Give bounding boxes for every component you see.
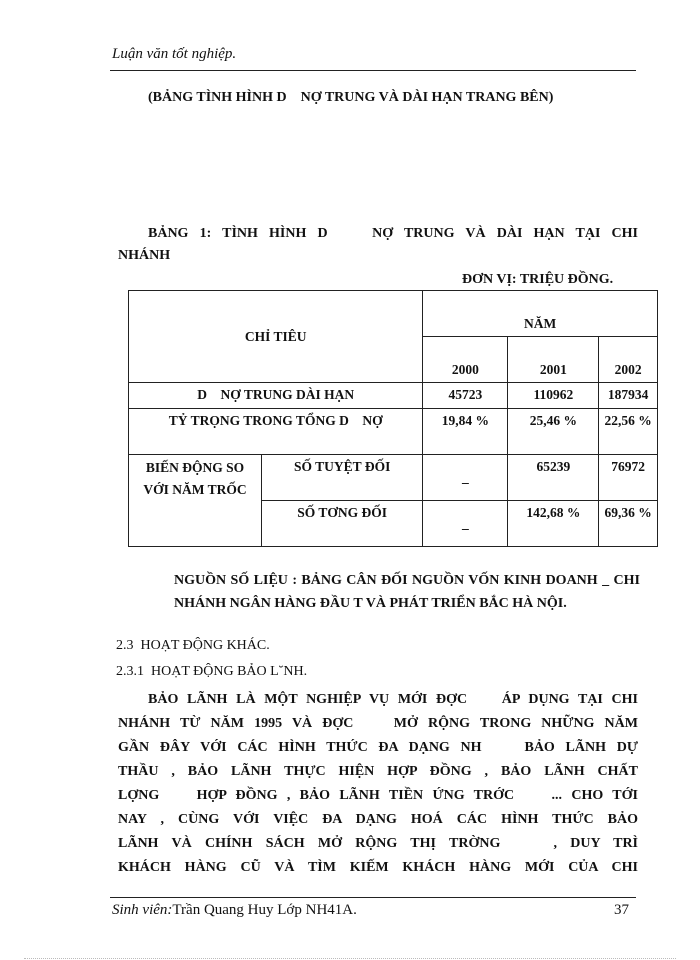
section-2-3-title: HOẠT ĐỘNG KHÁC. <box>140 638 270 653</box>
table-title-line1: BẢNG 1: TÌNH HÌNH D NỢ TRUNG VÀ DÀI HẠN TẠI CHI <box>148 226 638 241</box>
rel-2000: _ <box>423 501 508 547</box>
header-year: NĂM <box>423 291 658 337</box>
paragraph-line-8: KHÁCH HÀNG CŨ VÀ TÌM KIẾM KHÁCH HÀNG MỚI CỦA CHI <box>118 860 638 875</box>
abs-label: SỐ TUYỆT ĐỐI <box>262 455 423 501</box>
paragraph-line-5: LỢNG HỢP ĐỒNG , BẢO LÃNH TIỀN ỨNG TRỚC ... CHO TỚI <box>118 788 638 803</box>
paragraph-line-4: THẦU , BẢO LÃNH THỰC HIỆN HỢP ĐỒNG , BẢO LÃNH CHẤT <box>118 764 638 779</box>
paragraph-line-2: NHÁNH TỪ NĂM 1995 VÀ ĐỢC MỞ RỘNG TRONG NHỮNG NĂM <box>118 716 638 731</box>
section-2-3-1 <box>116 664 307 680</box>
source-note: NGUỒN SỐ LIỆU : BẢNG CÂN ĐỐI NGUỒN VỐN KINH DOANH _ CHI NHÁNH NGÂN HÀNG ĐẦU T VÀ PHÁT TRIỂN BẮC HÀ NỘI. <box>174 573 640 611</box>
row-debt-label: D NỢ TRUNG DÀI HẠN <box>129 383 423 409</box>
section-2-3-1-number: 2.3.1 <box>116 664 144 679</box>
rel-2002: 69,36 % <box>599 501 658 547</box>
row-share-label: TỶ TRỌNG TRONG TỔNG D NỢ <box>129 409 423 455</box>
footer-rule <box>110 897 636 898</box>
section-2-3-number: 2.3 <box>116 638 134 653</box>
section-2-3-1-title: HOẠT ĐỘNG BẢO L˘NH. <box>151 664 308 679</box>
paragraph-line-7: LÃNH VÀ CHÍNH SÁCH MỞ RỘNG THỊ TRỜNG , DUY TRÌ <box>118 836 638 851</box>
debt-table <box>128 290 658 547</box>
year-2000: 2000 <box>423 337 508 383</box>
rel-2001: 142,68 % <box>508 501 599 547</box>
row-share-2002: 22,56 % <box>599 409 658 455</box>
abs-2001: 65239 <box>508 455 599 501</box>
paragraph-line-1: BẢO LÃNH LÀ MỘT NGHIỆP VỤ MỚI ĐỢC ÁP DỤNG TẠI CHI <box>148 692 638 707</box>
row-debt-2001: 110962 <box>508 383 599 409</box>
page-number: 37 <box>614 902 629 918</box>
paragraph-line-3: GẦN ĐÂY VỚI CÁC HÌNH THỨC ĐA DẠNG NH BẢO LÃNH DỰ <box>118 740 638 755</box>
header-title: Luận văn tốt nghiệp. <box>112 46 237 62</box>
table-title-line2: NHÁNH <box>118 248 171 263</box>
abs-2002: 76972 <box>599 455 658 501</box>
row-share-2000: 19,84 % <box>423 409 508 455</box>
abs-2000: _ <box>423 455 508 501</box>
section-2-3 <box>116 638 270 654</box>
row-debt-2000: 45723 <box>423 383 508 409</box>
year-2001: 2001 <box>508 337 599 383</box>
page-bottom-dotted-line <box>24 958 676 959</box>
rel-label: SỐ TƠNG ĐỐI <box>262 501 423 547</box>
change-group-label: BIẾN ĐỘNG SO VỚI NĂM TRỐC <box>129 455 262 547</box>
paragraph-line-6: NAY , CÙNG VỚI VIỆC ĐA DẠNG HOÁ CÁC HÌNH THỨC BẢO <box>118 812 638 827</box>
year-2002: 2002 <box>599 337 658 383</box>
header-indicator: CHỈ TIÊU <box>129 291 423 383</box>
row-share-2001: 25,46 % <box>508 409 599 455</box>
footer-label: Sinh viên: <box>112 902 173 918</box>
footer-name: Trần Quang Huy Lớp NH41A. <box>172 902 357 918</box>
row-debt-2002: 187934 <box>599 383 658 409</box>
footer-student <box>112 902 357 919</box>
table-note: (BẢNG TÌNH HÌNH D NỢ TRUNG VÀ DÀI HẠN TRANG BÊN) <box>148 90 554 105</box>
unit-label: ĐƠN VỊ: TRIỆU ĐỒNG. <box>462 272 614 287</box>
header-rule <box>110 70 636 71</box>
